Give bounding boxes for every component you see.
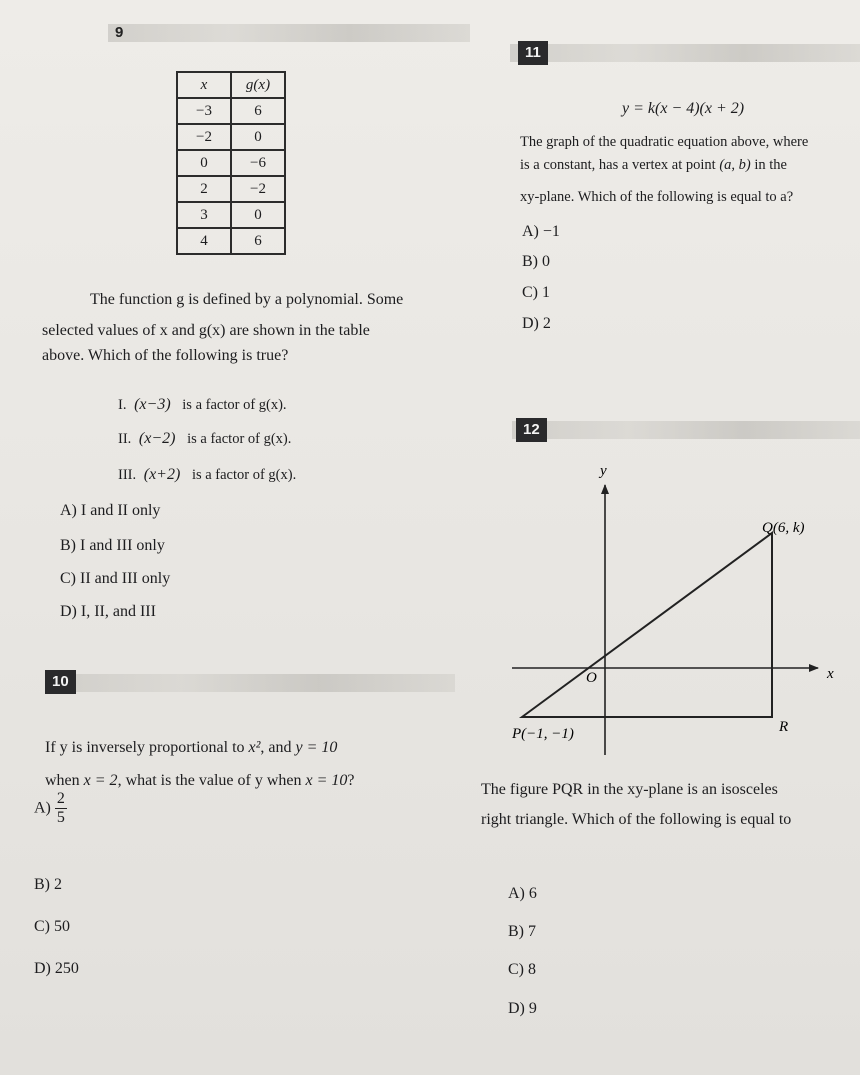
q9-stem-line1: The function g is defined by a polynomial. Some [90, 291, 404, 308]
table-header-row [177, 72, 285, 98]
q9-choice-b[interactable] [60, 537, 165, 555]
q11-header-bar [510, 38, 860, 68]
table-cell: −2 [231, 176, 285, 202]
table-row [177, 228, 285, 254]
q11-choice-a[interactable] [522, 223, 560, 241]
q9-choice-d[interactable] [60, 603, 156, 621]
q12-stem-line1: The figure PQR in the xy-plane is an isosceles [481, 781, 778, 798]
fraction-numerator: 2 [56, 790, 65, 807]
stem-text: , what is the value of y when [117, 772, 302, 789]
q12-header-bar [512, 415, 860, 445]
statement-factor: (x+2) [143, 466, 181, 483]
table-row [177, 98, 285, 124]
q11-choice-c[interactable] [522, 284, 550, 302]
table-cell: −2 [177, 124, 231, 150]
choice-letter: C) [522, 284, 538, 301]
choice-letter: A) [34, 799, 51, 817]
choice-letter: C) [60, 570, 76, 587]
q9-stem-line2: selected values of x and g(x) are shown in the table [42, 322, 370, 339]
q9-number: 9 [115, 24, 124, 41]
q10-number: 10 [45, 670, 76, 694]
table-cell: 4 [177, 228, 231, 254]
choice-text: 2 [54, 876, 62, 893]
q10-stem-line1 [45, 737, 337, 759]
statement-text: is a factor of g(x). [191, 467, 297, 483]
q9-statement-1 [118, 395, 287, 415]
choice-text: 7 [528, 923, 536, 940]
table-header-x: x [177, 72, 231, 98]
choice-text: −1 [542, 223, 560, 240]
table-cell: 0 [231, 202, 285, 228]
stem-text: If y is inversely proportional to [45, 739, 245, 756]
fraction-denominator: 5 [56, 809, 65, 826]
q12-choice-b[interactable] [508, 923, 536, 941]
q11-equation: y = k(x − 4)(x + 2) [622, 100, 745, 117]
q10-choice-a[interactable] [34, 790, 67, 827]
choice-letter: C) [34, 918, 50, 935]
q9-choice-a[interactable] [60, 502, 160, 520]
q12-stem-line2: right triangle. Which of the following is equal to [481, 811, 792, 828]
table-cell: −3 [177, 98, 231, 124]
choice-letter: A) [508, 885, 525, 902]
choice-letter: D) [508, 1000, 525, 1017]
choice-text: I, II, and III [80, 603, 156, 620]
statement-roman: II. [118, 431, 132, 447]
stem-text: ? [347, 772, 355, 789]
table-header-gx: g(x) [231, 72, 285, 98]
table-cell: 2 [177, 176, 231, 202]
q9-choice-c[interactable] [60, 570, 170, 588]
q12-figure [500, 455, 860, 760]
choice-text: 8 [528, 961, 536, 978]
stem-math: (a, b) [719, 157, 751, 173]
stem-math: x = 10 [305, 772, 348, 789]
q10-choice-d[interactable] [34, 960, 79, 978]
table-cell: 6 [231, 98, 285, 124]
stem-math: y = 10 [295, 739, 338, 756]
choice-text: 50 [54, 918, 70, 935]
q9-statement-3 [118, 465, 296, 485]
point-p-label: P(−1, −1) [512, 726, 574, 742]
q11-stem-line2 [520, 155, 787, 175]
table-cell: −6 [231, 150, 285, 176]
triangle-pqr [522, 533, 772, 717]
table-row [177, 150, 285, 176]
q11-stem-line1: The graph of the quadratic equation above, where [520, 134, 809, 150]
q9-header-strip [108, 24, 470, 42]
q9-statement-2 [118, 429, 291, 449]
q10-header-strip [45, 674, 455, 692]
choice-letter: B) [60, 537, 76, 554]
q9-stem-line3: above. Which of the following is true? [42, 347, 289, 364]
choice-letter: B) [34, 876, 50, 893]
table-cell: 0 [177, 150, 231, 176]
table-cell: 0 [231, 124, 285, 150]
stem-text: in the [754, 157, 787, 173]
choice-letter: D) [60, 603, 77, 620]
q11-stem-line3: xy-plane. Which of the following is equal to a? [520, 189, 794, 205]
statement-roman: I. [118, 397, 127, 413]
q12-choice-d[interactable] [508, 1000, 537, 1018]
q11-choice-b[interactable] [522, 253, 550, 271]
table-cell: 3 [177, 202, 231, 228]
table-row [177, 202, 285, 228]
choice-letter: A) [60, 502, 77, 519]
stem-text: is a constant, has a vertex at point [520, 157, 716, 173]
q11-choice-d[interactable] [522, 315, 551, 333]
choice-text: II and III only [80, 570, 171, 587]
table-cell: 6 [231, 228, 285, 254]
statement-factor: (x−3) [134, 396, 171, 413]
q11-number: 11 [518, 41, 548, 65]
choice-letter: B) [522, 253, 538, 270]
point-r-label: R [779, 719, 789, 735]
q12-number: 12 [516, 418, 547, 442]
q9-header-bar [108, 18, 470, 48]
choice-text: I and II only [80, 502, 161, 519]
choice-letter: A) [522, 223, 539, 240]
stem-math: x = 2 [83, 772, 118, 789]
choice-fraction [55, 790, 67, 827]
q10-choice-b[interactable] [34, 876, 62, 894]
choice-text: 9 [528, 1000, 537, 1017]
q11-header-strip [510, 44, 860, 62]
statement-roman: III. [118, 467, 137, 483]
y-axis-label: y [600, 463, 607, 479]
q10-stem-line2 [45, 770, 355, 792]
stem-text: , and [260, 739, 292, 756]
choice-text: 0 [542, 253, 550, 270]
choice-letter: B) [508, 923, 524, 940]
choice-letter: D) [34, 960, 51, 977]
x-axis-label: x [827, 666, 834, 682]
statement-text: is a factor of g(x). [187, 431, 292, 447]
choice-text: 6 [528, 885, 537, 902]
statement-factor: (x−2) [138, 430, 176, 447]
q12-choice-a[interactable] [508, 885, 537, 903]
statement-text: is a factor of g(x). [182, 397, 287, 413]
choice-letter: D) [522, 315, 539, 332]
choice-letter: C) [508, 961, 524, 978]
q9-values-table [176, 71, 286, 255]
q12-choice-c[interactable] [508, 961, 536, 979]
choice-text: 1 [542, 284, 550, 301]
choice-text: I and III only [80, 537, 165, 554]
stem-math: x² [248, 739, 261, 756]
q10-choice-c[interactable] [34, 918, 70, 936]
point-q-label: Q(6, k) [762, 520, 805, 536]
table-row [177, 124, 285, 150]
table-row [177, 176, 285, 202]
q12-header-strip [512, 421, 860, 439]
stem-text: when [45, 772, 80, 789]
q10-header-bar [45, 668, 455, 698]
choice-text: 2 [542, 315, 551, 332]
origin-label: O [586, 670, 597, 686]
choice-text: 250 [54, 960, 79, 977]
